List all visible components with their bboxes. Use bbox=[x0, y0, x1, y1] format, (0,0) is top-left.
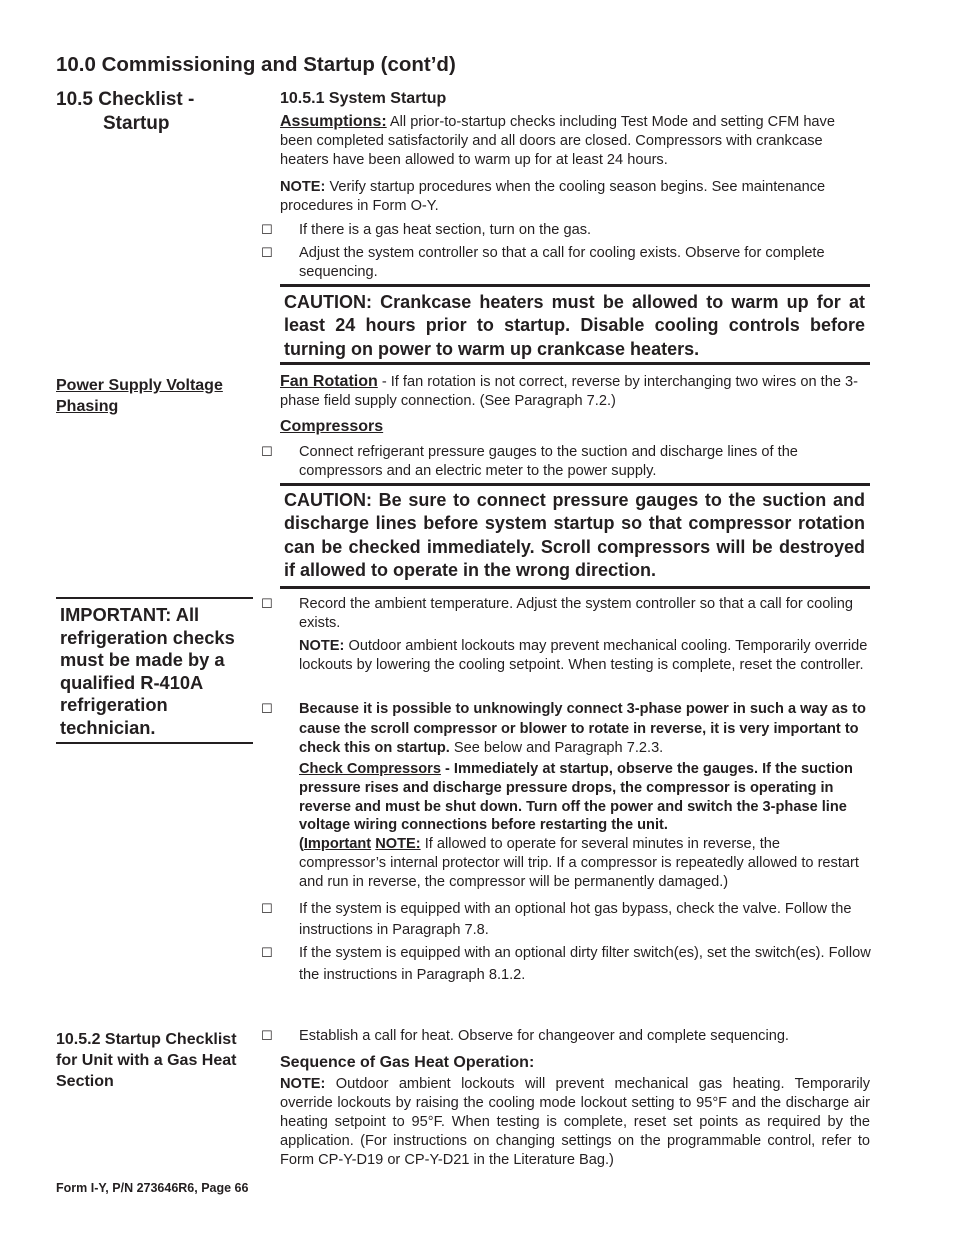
important-label: Important bbox=[303, 836, 372, 853]
power-supply-line1: Power Supply Voltage bbox=[56, 377, 223, 394]
caution-pressure-gauges: CAUTION: Be sure to connect pressure gauges to the suction and discharge lines before system startup so that compressor rotation can be checked immediately. Scroll compressors will be destroyed if allowed to operate in the wrong direction. bbox=[284, 490, 865, 581]
power-supply-phasing-heading bbox=[56, 375, 223, 417]
important-callout: IMPORTANT: All refrigeration checks must be made by a qualified R-410A refrigeration technician. bbox=[60, 604, 235, 738]
note-ambient-lockouts bbox=[299, 637, 870, 675]
fan-rotation-label: Fan Rotation bbox=[280, 373, 378, 390]
important-bottom-rule bbox=[56, 742, 253, 744]
checkbox-icon[interactable]: ☐ bbox=[261, 902, 273, 917]
check-compressors-text: - Immediately at startup, observe the gauges. If the suction pressure rises and discharge pressure drops, the compressor is operating in reverse and must be shut down. Turn off the power and switch the 3-phase line voltage wiring connections before restarting the unit. bbox=[299, 761, 853, 834]
page-footer: Form I-Y, P/N 273646R6, Page 66 bbox=[56, 1181, 249, 1195]
assumptions-label: Assumptions: bbox=[280, 113, 387, 130]
section-heading-line1: 10.5 Checklist - bbox=[56, 89, 195, 110]
check-hot-gas-item bbox=[261, 899, 889, 940]
section-heading-line2: Startup bbox=[103, 112, 170, 134]
note-colon-label: NOTE: bbox=[375, 836, 421, 853]
page-title: 10.0 Commissioning and Startup (cont’d) bbox=[56, 53, 456, 76]
checkbox-icon[interactable]: ☐ bbox=[261, 223, 273, 238]
caution1-top-rule bbox=[280, 284, 870, 287]
check-3phase-item bbox=[261, 700, 870, 757]
check-ambient-text: Record the ambient temperature. Adjust the system controller so that a call for cooling exists. bbox=[299, 596, 854, 632]
check-heat-item bbox=[261, 1027, 889, 1046]
important-top-rule bbox=[56, 597, 253, 599]
check-gas-item bbox=[261, 221, 870, 240]
check-3phase-text: See below and Paragraph 7.2.3. bbox=[453, 739, 664, 756]
caution2-top-rule bbox=[280, 483, 870, 486]
note-gas-heating-text: Outdoor ambient lockouts will prevent mechanical gas heating. Temporarily override lockouts by raising the cooling mode lockout setting to 95°F and the discharge air heating setpoint to 95°F. When testing is complete, reset set points as required by the application. (For instructions on changing settings on the programmable control, refer to Form CP-Y-D19 or CP-Y-D21 in the Literature Bag.) bbox=[280, 1076, 870, 1168]
section-heading bbox=[56, 88, 194, 135]
check-dirty-filter-text: If the system is equipped with an optional dirty filter switch(es), set the switch(es). Follow the instructions in Paragraph 8.1.2. bbox=[299, 945, 871, 983]
caution1-bottom-rule bbox=[280, 362, 870, 365]
checkbox-icon[interactable]: ☐ bbox=[261, 445, 273, 460]
note-gas-heating bbox=[280, 1075, 870, 1170]
note-verify-text: Verify startup procedures when the cooling season begins. See maintenance procedures in Form O-Y. bbox=[280, 179, 826, 215]
check-hot-gas-text: If the system is equipped with an optional hot gas bypass, check the valve. Follow the instructions in Paragraph 7.8. bbox=[299, 901, 852, 938]
checkbox-icon[interactable]: ☐ bbox=[261, 946, 273, 961]
check-gas-text: If there is a gas heat section, turn on the gas. bbox=[299, 222, 592, 238]
check-ambient-item bbox=[261, 595, 870, 633]
caution-crankcase: CAUTION: Crankcase heaters must be allowed to warm up for at least 24 hours prior to startup. Disable cooling controls before turning on power to warm up crankcase heaters. bbox=[284, 292, 865, 359]
checkbox-icon[interactable]: ☐ bbox=[261, 246, 273, 261]
subsection-10-5-1-heading: 10.5.1 System Startup bbox=[280, 90, 447, 107]
check-3phase-bold-text: Because it is possible to unknowingly connect 3-phase power in such a way as to cause the scroll compressor or blower to rotate in reverse, it is very important to check this on startup. bbox=[299, 701, 866, 756]
subsection-10-5-2-heading: 10.5.2 Startup Checklist for Unit with a Gas Heat Section bbox=[56, 1031, 237, 1090]
checkbox-icon[interactable]: ☐ bbox=[261, 1029, 273, 1044]
fan-rotation-text: - If fan rotation is not correct, reverse by interchanging two wires on the 3-phase field supply connection. (See Paragraph 7.2.) bbox=[280, 374, 858, 410]
fan-rotation-paragraph bbox=[280, 372, 870, 411]
check-controller-item bbox=[261, 244, 870, 282]
note-label: NOTE: bbox=[280, 1076, 326, 1092]
note-label: NOTE: bbox=[299, 638, 345, 654]
paren-open: ( bbox=[299, 836, 304, 853]
note-verify-startup bbox=[280, 178, 870, 216]
compressors-heading: Compressors bbox=[280, 418, 384, 435]
assumptions-paragraph bbox=[280, 112, 870, 171]
check-controller-text: Adjust the system controller so that a call for cooling exists. Observe for complete sequencing. bbox=[299, 245, 825, 281]
check-compressors-paragraph bbox=[299, 760, 870, 892]
caution2-bottom-rule bbox=[280, 586, 870, 589]
important-note-text: If allowed to operate for several minutes in reverse, the compressor’s internal protector will trip. If a compressor is repeatedly allowed to restart and run in reverse, the compressor will be permanently damaged.) bbox=[299, 836, 859, 890]
check-dirty-filter-item bbox=[261, 943, 889, 985]
power-supply-line2: Phasing bbox=[56, 398, 119, 415]
checkbox-icon[interactable]: ☐ bbox=[261, 597, 273, 612]
check-compressors-label: Check Compressors bbox=[299, 761, 441, 777]
assumptions-text: All prior-to-startup checks including Test Mode and setting CFM have been completed satisfactorily and all doors are closed. Compressors with crankcase heaters have been allowed to warm up for at least 24 hours. bbox=[280, 114, 835, 169]
note-ambient-text: Outdoor ambient lockouts may prevent mechanical cooling. Temporarily override lockouts by lowering the cooling setpoint. When testing is complete, reset the controller. bbox=[299, 638, 868, 673]
check-gauges-text: Connect refrigerant pressure gauges to the suction and discharge lines of the compressors and an electric meter to the power supply. bbox=[299, 444, 798, 480]
sequence-heading: Sequence of Gas Heat Operation: bbox=[280, 1054, 535, 1071]
note-label: NOTE: bbox=[280, 179, 326, 195]
check-heat-text: Establish a call for heat. Observe for changeover and complete sequencing. bbox=[299, 1028, 789, 1044]
check-gauges-item bbox=[261, 443, 870, 481]
checkbox-icon[interactable]: ☐ bbox=[261, 702, 273, 717]
